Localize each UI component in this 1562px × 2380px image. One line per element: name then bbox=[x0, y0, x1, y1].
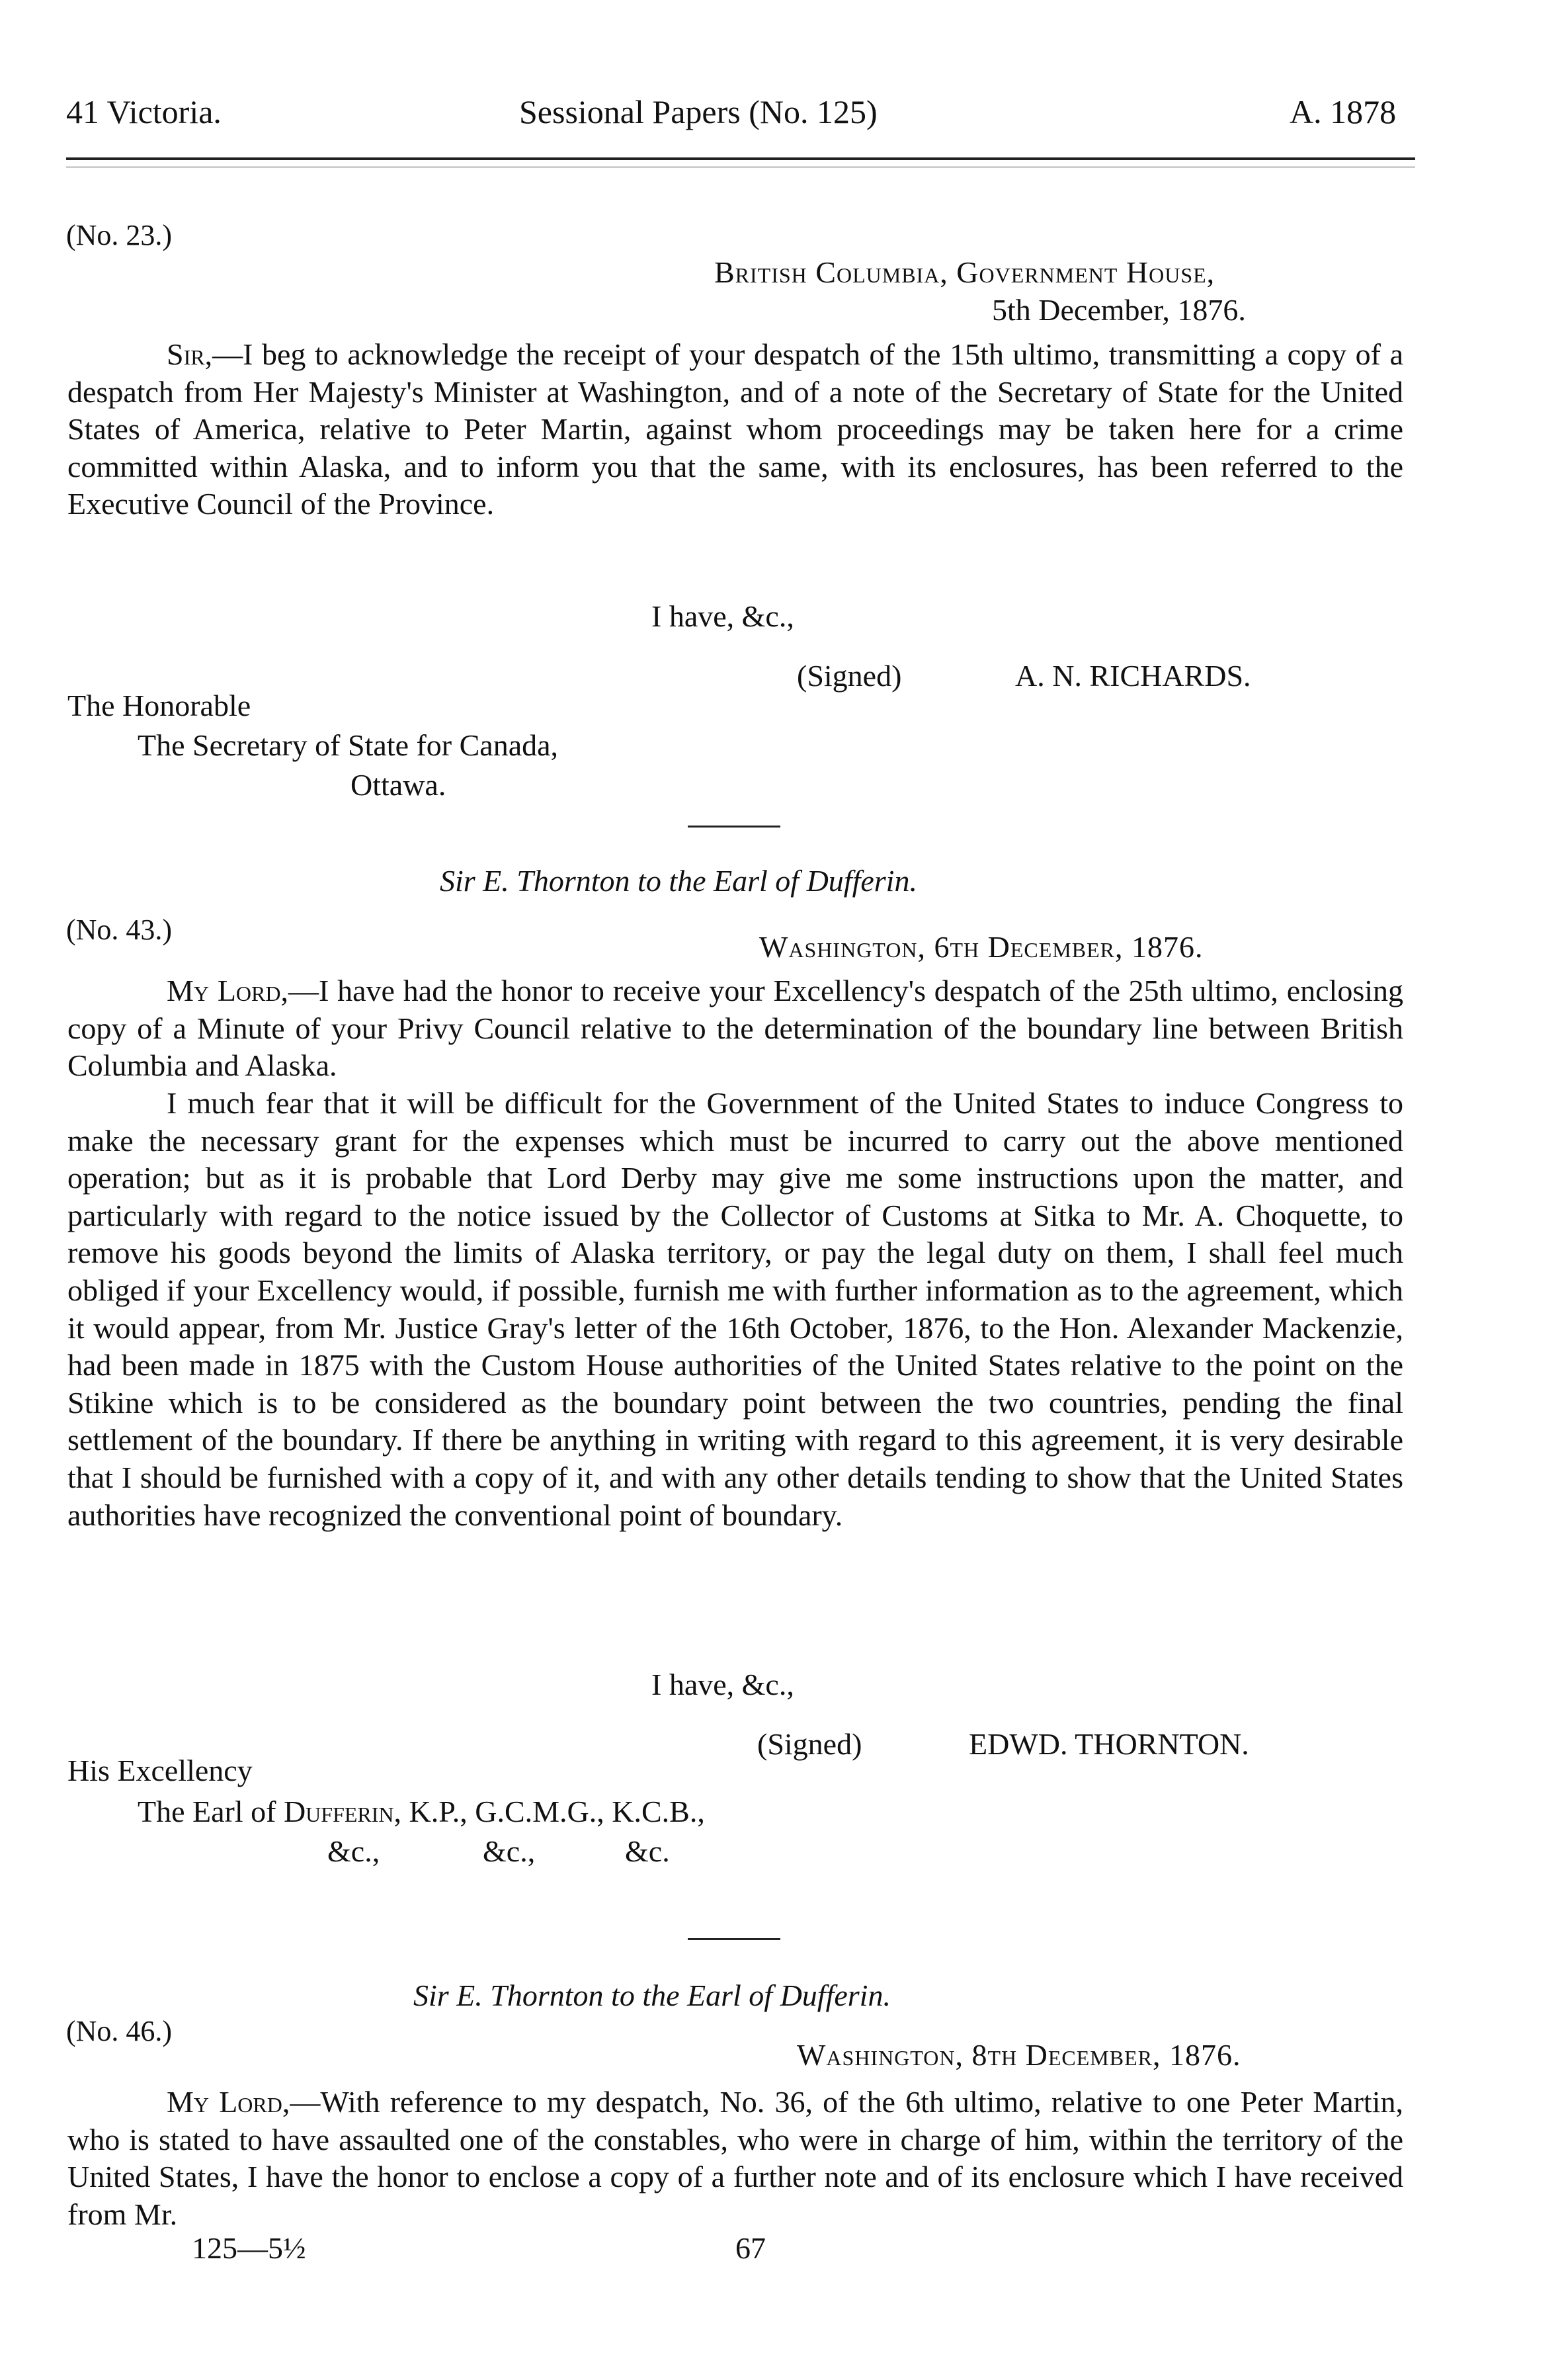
letter1-body bbox=[67, 336, 1403, 523]
letter2-closing: I have, &c., bbox=[651, 1668, 794, 1701]
signature-mark: 125—5½ bbox=[192, 2231, 306, 2265]
letter3-body-text: —With reference to my despatch, No. 36, of the 6th ultimo, relative to one Peter Martin, who is stated to have assaulted one of the constables, who were in charge of him, within the territory of the United States, I have the honor to enclose a copy of a further note and of its enclosure which I have received from Mr. bbox=[67, 2085, 1403, 2231]
letter2-addressee-name: Dufferin bbox=[283, 1795, 394, 1828]
letter2-signed-label: (Signed) bbox=[757, 1727, 862, 1761]
letter1-addressee-line2: The Secretary of State for Canada, bbox=[138, 728, 559, 762]
letter3-body bbox=[67, 2084, 1403, 2233]
letter2-addressee-titles: , K.P., G.C.M.G., K.C.B., bbox=[393, 1795, 705, 1828]
running-head-right: A. 1878 bbox=[1290, 93, 1397, 130]
letter2-heading: Sir E. Thornton to the Earl of Dufferin. bbox=[440, 864, 917, 898]
running-head-center: Sessional Papers (No. 125) bbox=[519, 93, 878, 130]
letter3-place-date: Washington, 8th December, 1876. bbox=[797, 2038, 1241, 2072]
letter2-number: (No. 43.) bbox=[66, 914, 173, 946]
section-divider-2 bbox=[688, 1938, 780, 1940]
letter2-para1-text: —I have had the honor to receive your Excellency's despatch of the 25th ultimo, enclosing copy of a Minute of your Privy Council relative to the determination of the boundary line between British Columbia and Alaska. bbox=[67, 974, 1404, 1083]
letter2-salutation: My Lord, bbox=[167, 974, 288, 1007]
letter2-para2: I much fear that it will be difficult for the Government of the United States to induce Congress to make the necessary grant for the expenses which must be incurred to carry out the above mentioned operation; but as it is probable that Lord Derby may give me some instructions upon the matter, and particularly with regard to the notice issued by the Collector of Customs at Sitka to Mr. A. Choquette, to remove his goods beyond the limits of Alaska territory, or pay the legal duty on them, I shall feel much obliged if your Excellency would, if possible, furnish me with further information as to the agreement, which it would appear, from Mr. Justice Gray's letter of the 16th October, 1876, to the Hon. Alexander Mackenzie, had been made in 1875 with the Custom House authorities of the United States relative to the point on the Stikine which is to be considered as the boundary point between the two countries, pending the final settlement of the boundary. If there be anything in writing with regard to this agreement, it is very desirable that I should be furnished with a copy of it, and with any other details tending to show that the United States authorities have recognized the conventional point of boundary. bbox=[67, 1086, 1403, 1532]
letter2-signer: EDWD. THORNTON. bbox=[969, 1727, 1249, 1761]
letter1-date: 5th December, 1876. bbox=[992, 293, 1246, 327]
letter3-heading: Sir E. Thornton to the Earl of Dufferin. bbox=[413, 1978, 891, 2012]
letter2-place-date: Washington, 6th December, 1876. bbox=[759, 930, 1204, 964]
letter2-etc-2: &c., bbox=[483, 1834, 536, 1868]
page-number: 67 bbox=[735, 2231, 766, 2265]
section-divider bbox=[688, 826, 780, 828]
letter1-addressee-line3: Ottawa. bbox=[350, 768, 446, 802]
letter1-signed-label: (Signed) bbox=[797, 659, 902, 693]
letter1-place: British Columbia, Government House, bbox=[714, 255, 1215, 289]
letter2-etc-3: &c. bbox=[625, 1834, 670, 1868]
running-head-left: 41 Victoria. bbox=[66, 93, 222, 130]
letter2-para1 bbox=[67, 972, 1403, 1085]
letter1-signer: A. N. RICHARDS. bbox=[1015, 659, 1251, 693]
header-rule-thick bbox=[66, 157, 1415, 160]
letter2-addressee-line1: His Excellency bbox=[67, 1754, 253, 1787]
letter1-salutation: Sir, bbox=[167, 337, 213, 371]
letter1-addressee-line1: The Honorable bbox=[67, 689, 251, 722]
letter2-addressee-line2 bbox=[138, 1794, 705, 1829]
letter1-number: (No. 23.) bbox=[66, 219, 173, 251]
letter2-addressee-prefix: The Earl of bbox=[138, 1795, 276, 1828]
letter3-salutation: My Lord, bbox=[167, 2085, 290, 2119]
letter2-etc-1: &c., bbox=[327, 1834, 380, 1868]
letter3-number: (No. 46.) bbox=[66, 2015, 173, 2047]
letter1-closing: I have, &c., bbox=[651, 599, 794, 633]
letter1-body-text: —I beg to acknowledge the receipt of your despatch of the 15th ultimo, transmitting a copy of a despatch from Her Majesty's Minister at Washington, and of a note of the Secretary of State for the United States of America, relative to Peter Martin, against whom proceedings may be taken here for a crime committed within Alaska, and to inform you that the same, with its enclosures, has been referred to the Executive Council of the Province. bbox=[67, 337, 1403, 521]
